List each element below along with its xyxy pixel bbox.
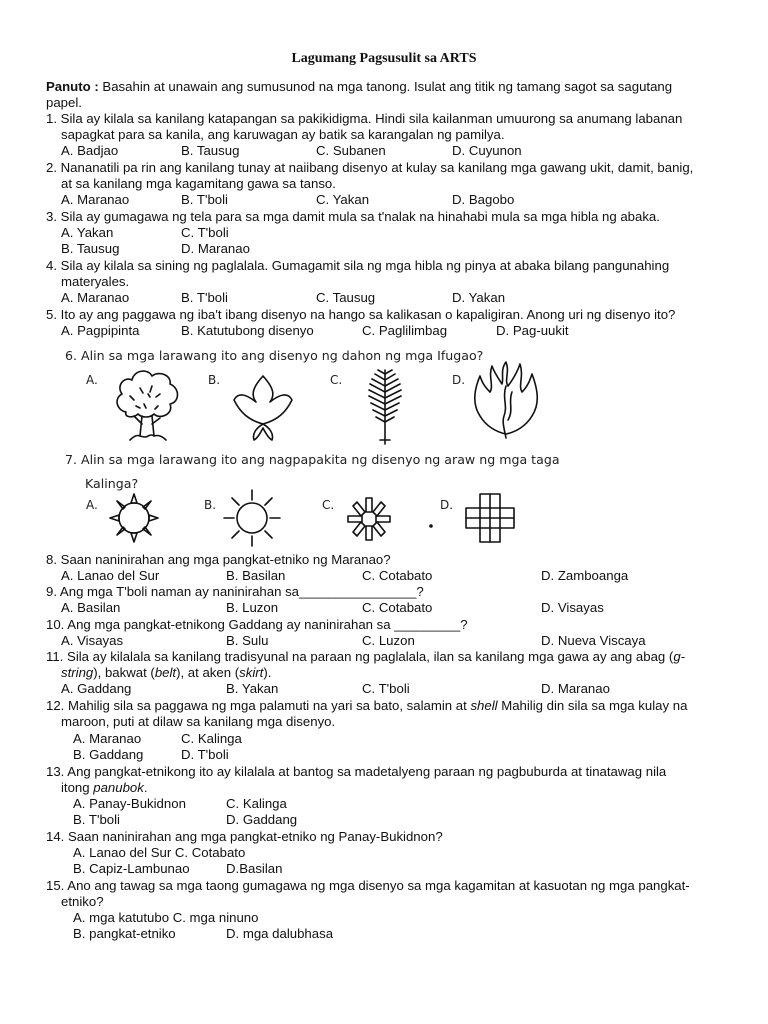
text-part: ). [263, 665, 272, 680]
choice-a: A. Visayas [61, 633, 124, 648]
question-11 [46, 649, 726, 665]
choice-c: C. Kalinga [226, 796, 287, 811]
question-7: 7. Alin sa mga larawang ito ang nagpapakita ng disenyo ng araw ng mga taga [65, 452, 560, 467]
q7-label-b: B. [204, 498, 217, 512]
question-3: 3. Sila ay gumagawa ng tela para sa mga damit mula sa t'nalak na hinahabi mula sa mga hibla ng abaka. [46, 209, 660, 224]
question-1: 1. Sila ay kilala sa kanilang katapangan sa pakikidigma. Hindi sila kailanman umuurong sa anumang labanan [46, 111, 683, 126]
choice-c: C. Paglilimbag [362, 323, 448, 338]
choice-b: B. Sulu [226, 633, 269, 648]
choice-a: A. Basilan [61, 600, 121, 615]
question-2-continued: at sa kanilang mga kagamitang gawa sa tanso. [61, 176, 336, 191]
choice-d: D. Gaddang [226, 812, 298, 827]
flame-leaf-drawing [468, 358, 544, 444]
page-title: Lagumang Pagsusulit sa ARTS [291, 51, 477, 66]
question-2: 2. Nananatili pa rin ang kanilang tunay at naiibang disenyo at kulay sa kanilang mga gawang ukit, damit, banig, [46, 160, 694, 175]
choice-b: B. Basilan [226, 568, 286, 583]
choice-c: C. Yakan [316, 192, 370, 207]
question-11-text: 11. Sila ay kilalala sa kanilang tradisyunal na paraan ng paglalala, ilan sa kanilang mga gawa ay ang abag ( [46, 649, 674, 664]
q6-label-d: D. [452, 373, 466, 387]
instructions-continued: papel. [46, 95, 82, 110]
text-part: ), bakwat ( [93, 665, 155, 680]
choice-b: B. Tausug [61, 241, 120, 256]
choice-a: A. Gaddang [61, 681, 132, 696]
sun-line-rays-drawing [222, 488, 282, 548]
choice-d: D. Zamboanga [541, 568, 629, 583]
question-5: 5. Ito ay ang paggawa ng iba't ibang disenyo na hango sa kalikasan o kapaligiran. Anong uri ng disenyo ito? [46, 307, 676, 322]
text-part: itong [61, 780, 94, 795]
instructions-label: Panuto : [46, 79, 99, 94]
choice-b: B. pangkat-etniko [73, 926, 176, 941]
choice-b: B. Gaddang [73, 747, 144, 762]
text-part: Mahilig din sila sa mga kulay na [497, 698, 688, 713]
choice-c: C. T'boli [362, 681, 410, 696]
question-14-choices-row1: A. Lanao del Sur C. Cotabato [73, 845, 246, 860]
choice-d: D.Basilan [226, 861, 283, 876]
choice-a: A. Lanao del Sur [61, 568, 160, 583]
choice-d: D. Nueva Viscaya [541, 633, 646, 648]
choice-b: B. T'boli [73, 812, 120, 827]
sun-triangle-rays-drawing [106, 490, 162, 546]
q7-label-a: A. [86, 498, 98, 512]
choice-a: A. Panay-Bukidnon [73, 796, 186, 811]
choice-a: A. Badjao [61, 143, 119, 158]
question-15: 15. Ano ang tawag sa mga taong gumagawa ng mga disenyo sa mga kagamitan at kasuotan ng mga pangkat- [46, 878, 690, 893]
choice-b: B. T'boli [181, 290, 228, 305]
choice-d: D. T'boli [181, 747, 229, 762]
q6-label-a: A. [86, 373, 98, 387]
choice-a: A. Maranao [61, 192, 130, 207]
text-part: . [143, 780, 148, 795]
choice-c: C. Kalinga [181, 731, 242, 746]
text-part: 12. Mahilig sila sa paggawa ng mga palamuti na yari sa bato, salamin at [46, 698, 471, 713]
choice-d: D. Pag-uukit [496, 323, 569, 338]
choice-b: B. T'boli [181, 192, 228, 207]
question-13-continued [61, 780, 741, 796]
choice-d: D. Cuyunon [452, 143, 522, 158]
dot-mark [428, 523, 434, 529]
choice-d: D. mga dalubhasa [226, 926, 334, 941]
q7-label-d: D. [440, 498, 454, 512]
question-1-continued: sapagkat para sa kanila, ang karuwagan ay batik sa karangalan ng pamilya. [61, 127, 505, 142]
choice-c: C. Subanen [316, 143, 386, 158]
choice-d: D. Visayas [541, 600, 604, 615]
term-panubok: panubok [93, 780, 144, 795]
choice-a: A. Yakan [61, 225, 114, 240]
choice-a: A. Maranao [61, 290, 130, 305]
question-14: 14. Saan naninirahan ang mga pangkat-etniko ng Panay-Bukidnon? [46, 829, 443, 844]
starburst-drawing [344, 494, 394, 544]
tree-drawing [108, 366, 188, 446]
term-string: string [61, 665, 94, 680]
question-4: 4. Sila ay kilala sa sining ng paglalala. Gumagamit sila ng mga hibla ng pinya at abaka bilang pangunahing [46, 258, 670, 273]
term-shell: shell [470, 698, 498, 713]
question-4-continued: materyales. [61, 274, 130, 289]
question-15-continued: etniko? [61, 894, 104, 909]
question-12 [46, 698, 726, 714]
choice-c: C. T'boli [181, 225, 229, 240]
term-belt: belt [154, 665, 177, 680]
question-10: 10. Ang mga pangkat-etnikong Gaddang ay naninirahan sa _________? [46, 617, 468, 632]
q6-label-b: B. [208, 373, 221, 387]
question-8: 8. Saan naninirahan ang mga pangkat-etniko ng Maranao? [46, 552, 391, 567]
question-15-choices-row1: A. mga katutubo C. mga ninuno [73, 910, 259, 925]
choice-d: D. Maranao [181, 241, 250, 256]
question-6: 6. Alin sa mga larawang ito ang disenyo ng dahon ng mga Ifugao? [65, 348, 484, 363]
choice-b: B. Yakan [226, 681, 279, 696]
q6-label-c: C. [330, 373, 343, 387]
cross-squares-drawing [462, 490, 518, 546]
fern-leaf-drawing [360, 366, 410, 446]
choice-b: B. Luzon [226, 600, 279, 615]
choice-c: C. Tausug [316, 290, 376, 305]
choice-c: C. Luzon [362, 633, 415, 648]
choice-a: A. Pagpipinta [61, 323, 140, 338]
instructions [46, 79, 726, 95]
choice-a: A. Maranao [73, 731, 142, 746]
choice-b: B. Katutubong disenyo [181, 323, 314, 338]
choice-b: B. Capiz-Lambunao [73, 861, 190, 876]
q7-label-c: C. [322, 498, 335, 512]
term-skirt: skirt [239, 665, 264, 680]
instructions-text: Basahin at unawain ang sumusunod na mga tanong. Isulat ang titik ng tamang sagot sa sagutang [102, 79, 673, 94]
question-9: 9. Ang mga T'boli naman ay naninirahan sa________________? [46, 584, 424, 599]
choice-d: D. Yakan [452, 290, 506, 305]
question-12-continued: maroon, puti at dilaw sa kanilang mga disenyo. [61, 714, 336, 729]
question-11-continued [61, 665, 741, 681]
choice-d: D. Bagobo [452, 192, 515, 207]
choice-d: D. Maranao [541, 681, 610, 696]
question-13: 13. Ang pangkat-etnikong ito ay kilalala at bantog sa madetalyeng paraan ng pagbuburda at tinatawag nila [46, 764, 667, 779]
choice-c: C. Cotabato [362, 600, 433, 615]
choice-b: B. Tausug [181, 143, 240, 158]
text-part: ), at aken ( [176, 665, 240, 680]
question-11-italic-g: g- [673, 649, 686, 664]
choice-c: C. Cotabato [362, 568, 433, 583]
leaf-drawing-b [228, 372, 298, 444]
question-7-continued: Kalinga? [85, 476, 139, 491]
